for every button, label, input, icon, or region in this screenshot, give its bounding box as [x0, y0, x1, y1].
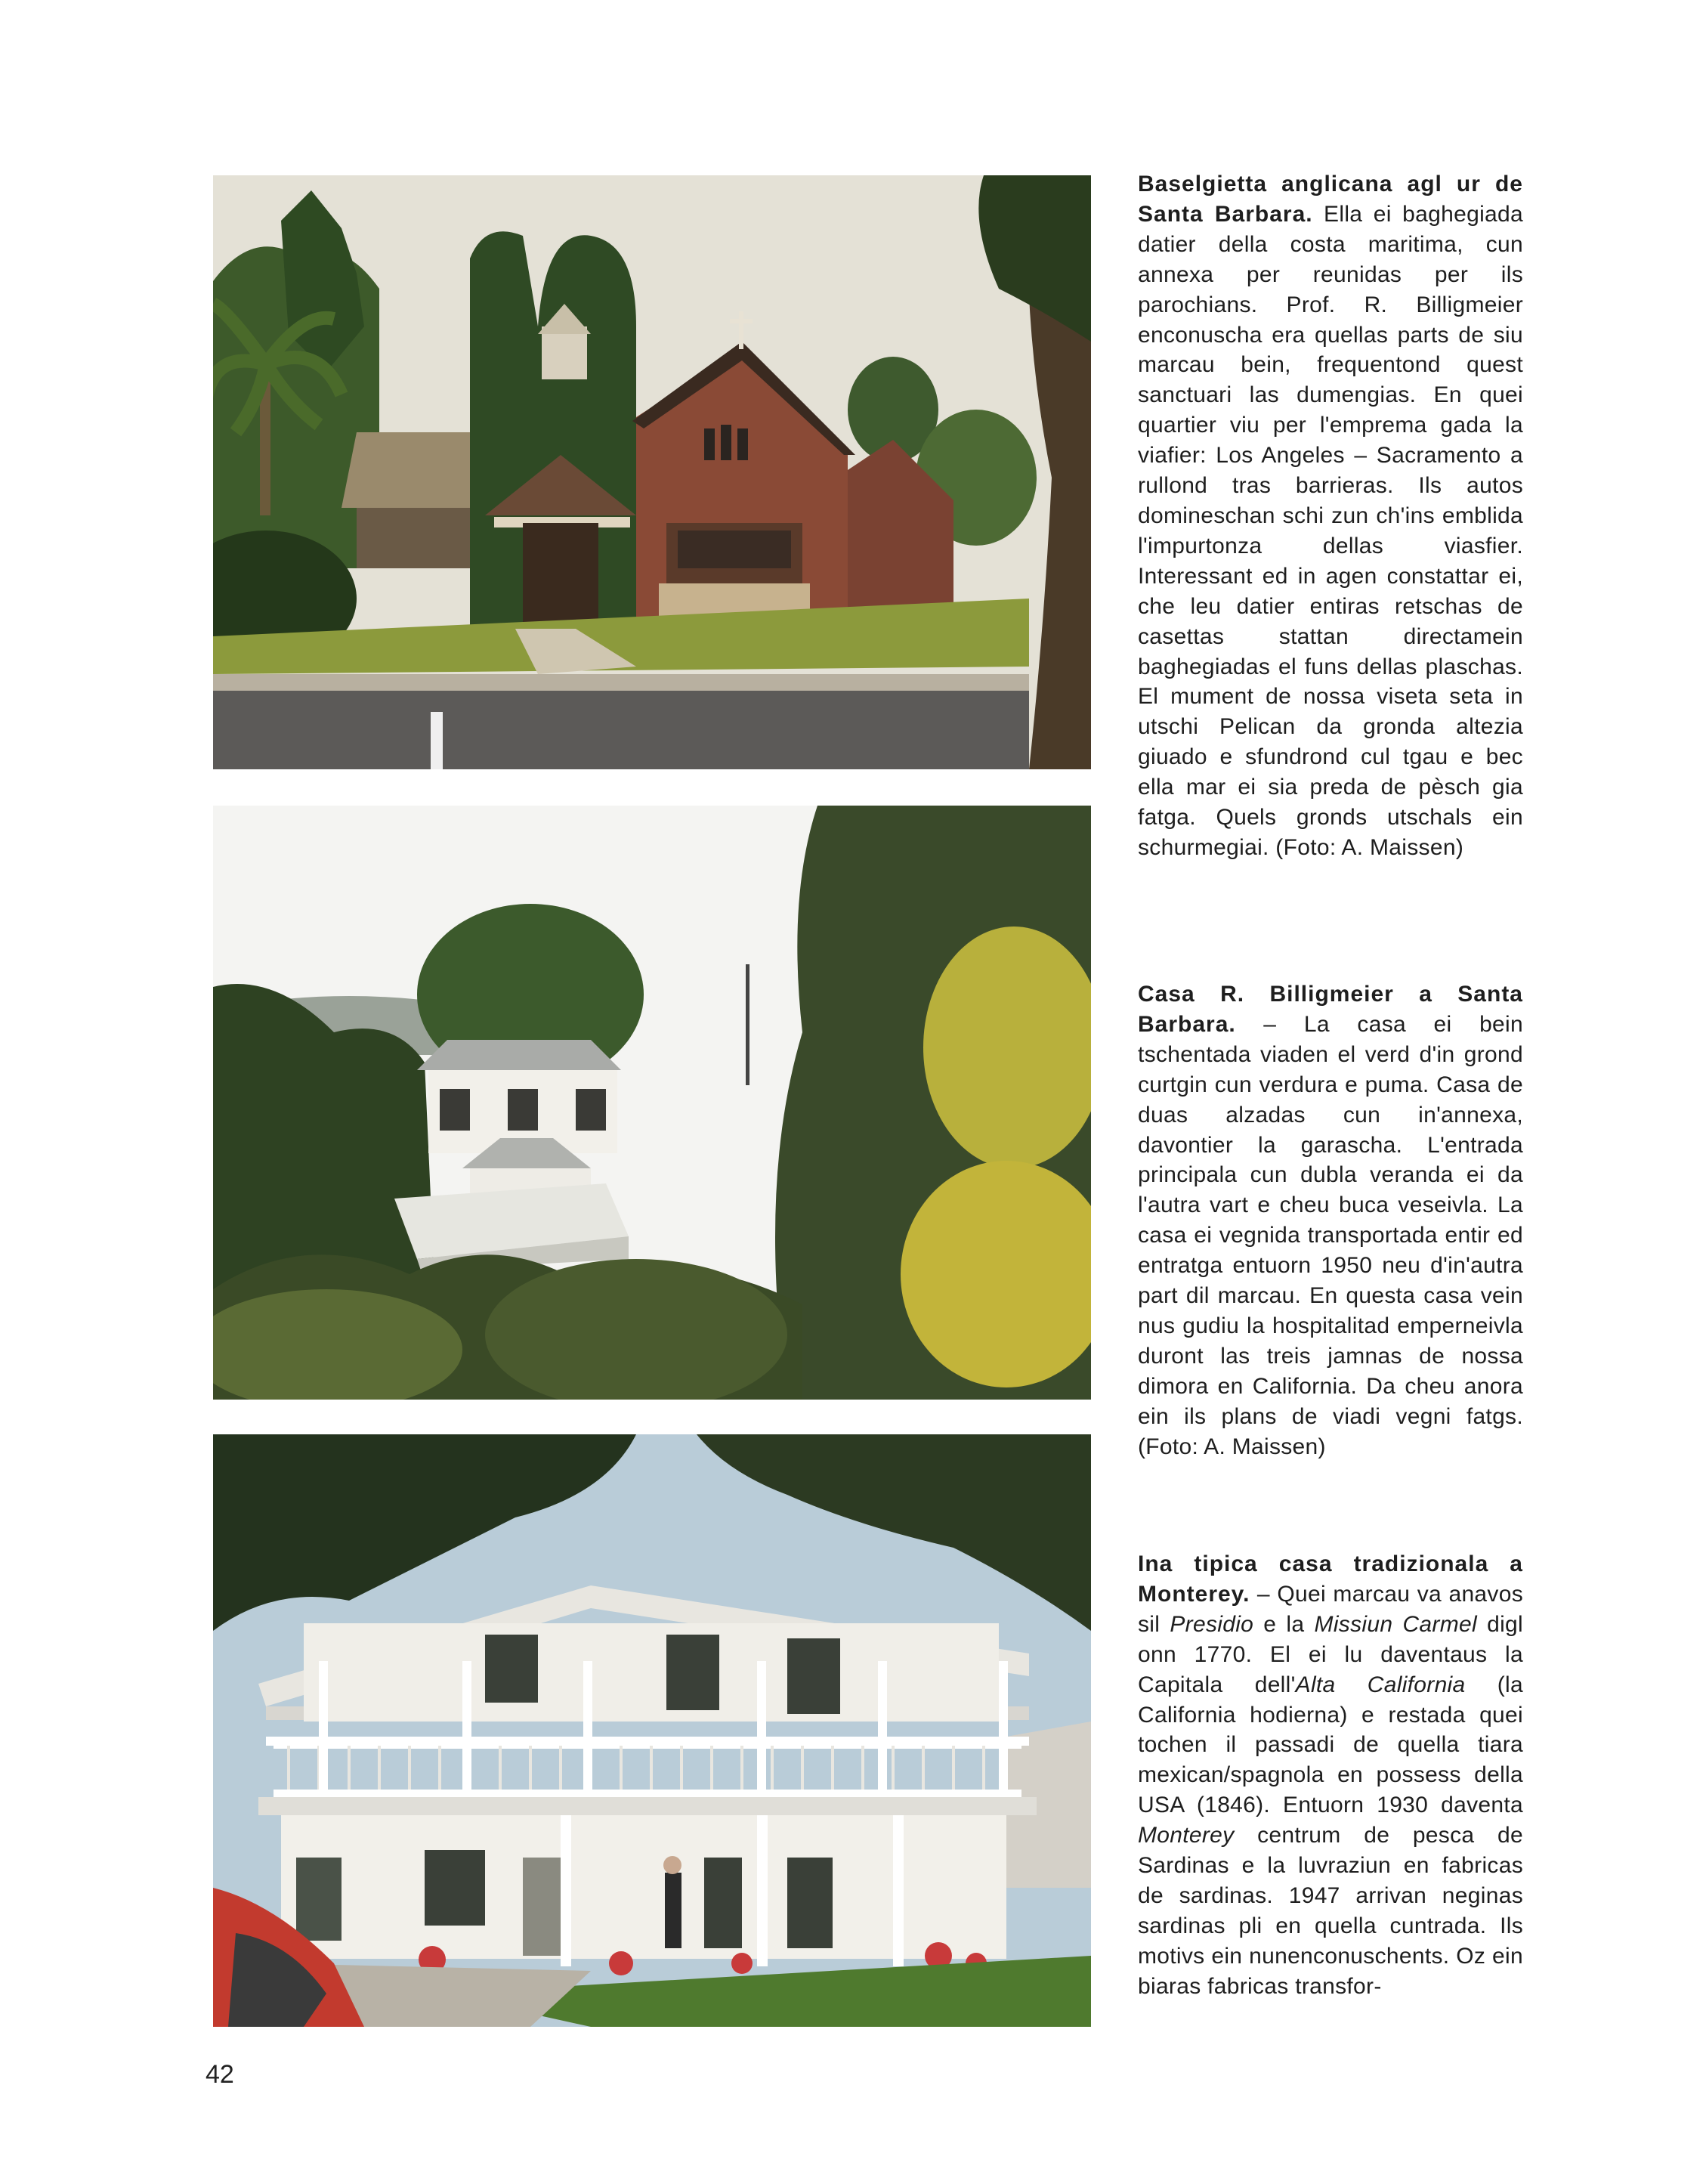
- monterey-house-illustration: [213, 1434, 1091, 2027]
- billigmeier-caption-title: Casa R. Billigmeier a Santa Barbara.: [1138, 982, 1523, 1037]
- monterey-caption-text-3: digl onn 1770. El ei lu daventaus la Capitala dell': [1138, 1611, 1523, 1697]
- billigmeier-house-photo: [213, 806, 1091, 1400]
- monterey-caption-text-5: centrum de pesca de Sardinas e la luvraziun en fabricas de sardinas. 1947 arrivan neginas sardinas pli en quella cuntrada. Ils motivs ein nunenconuschents. Oz ein biaras fabricas transfor-: [1138, 1823, 1523, 1999]
- monterey-caption-italic-alta-california: Alta California: [1295, 1672, 1466, 1697]
- monterey-caption-title: Ina tipica casa tradizionala a Monterey.: [1138, 1551, 1523, 1607]
- monterey-caption-italic-presidio: Presidio: [1170, 1611, 1254, 1637]
- billigmeier-caption: [1138, 979, 1523, 1462]
- church-illustration: [213, 175, 1091, 769]
- monterey-caption: [1138, 1549, 1523, 2028]
- monterey-house-photo: [213, 1434, 1091, 2027]
- monterey-caption-italic-monterey: Monterey: [1138, 1823, 1235, 1848]
- monterey-caption-text-2: e la: [1253, 1611, 1315, 1637]
- monterey-caption-italic-missiun: Missiun Carmel: [1314, 1611, 1477, 1637]
- house-in-garden-illustration: [213, 806, 1091, 1400]
- church-photo: [213, 175, 1091, 769]
- church-caption-title: Baselgietta anglicana agl ur de Santa Barbara.: [1138, 172, 1523, 227]
- page-number: 42: [206, 2060, 234, 2089]
- church-caption-body: Ella ei baghegiada datier della costa maritima, cun annexa per reunidas per ils parochians. Prof. R. Billigmeier enconuscha era quellas parts de siu marcau bein, frequentond quest sanctuari las dumengias. En quei quartier viu per l'emprema gada la viafier: Los Angeles – Sacramento a rullond tras barrieras. Ils autos domineschan schi zun ch'ins emblida l'impurtonza dellas viasfier. Interessant ed in agen constattar ei, che leu datier entiras retschas de casettas stattan directamein baghegiadas el funs dellas plaschas. El mument de nossa viseta seta in utschi Pelican da gronda altezia giuado e sfundrond cul tgau e bec ella mar ei sia preda de pèsch gia fatga. Quels gronds utschals ein schurmegiai. (Foto: A. Maissen): [1138, 201, 1523, 860]
- billigmeier-caption-body: – La casa ei bein tschentada viaden el verd d'in grond curtgin cun verdura e puma. Casa de duas alzadas cun in'annexa, davontier la garascha. L'entrada principala cun dubla veranda ei da l'autra vart e cheu buca veseivla. La casa ei vegnida transportada entir ed entratga entuorn 1950 neu d'in'autra part dil marcau. En questa casa vein nus gudiu la hospitalitad emperneivla duront las treis jamnas de nossa dimora en California. Da cheu anora ein ils plans de viadi vegni fatgs. (Foto: A. Maissen): [1138, 1011, 1523, 1459]
- monterey-caption-text-4: (la California hodierna) e restada quei tochen il passadi de quella tiara mexican/spagnola en possess della USA (1846). Entuorn 1930 daventa: [1138, 1672, 1523, 1818]
- monterey-caption-text-1: – Quei marcau va anavos sil: [1138, 1581, 1523, 1637]
- church-caption: [1138, 169, 1523, 863]
